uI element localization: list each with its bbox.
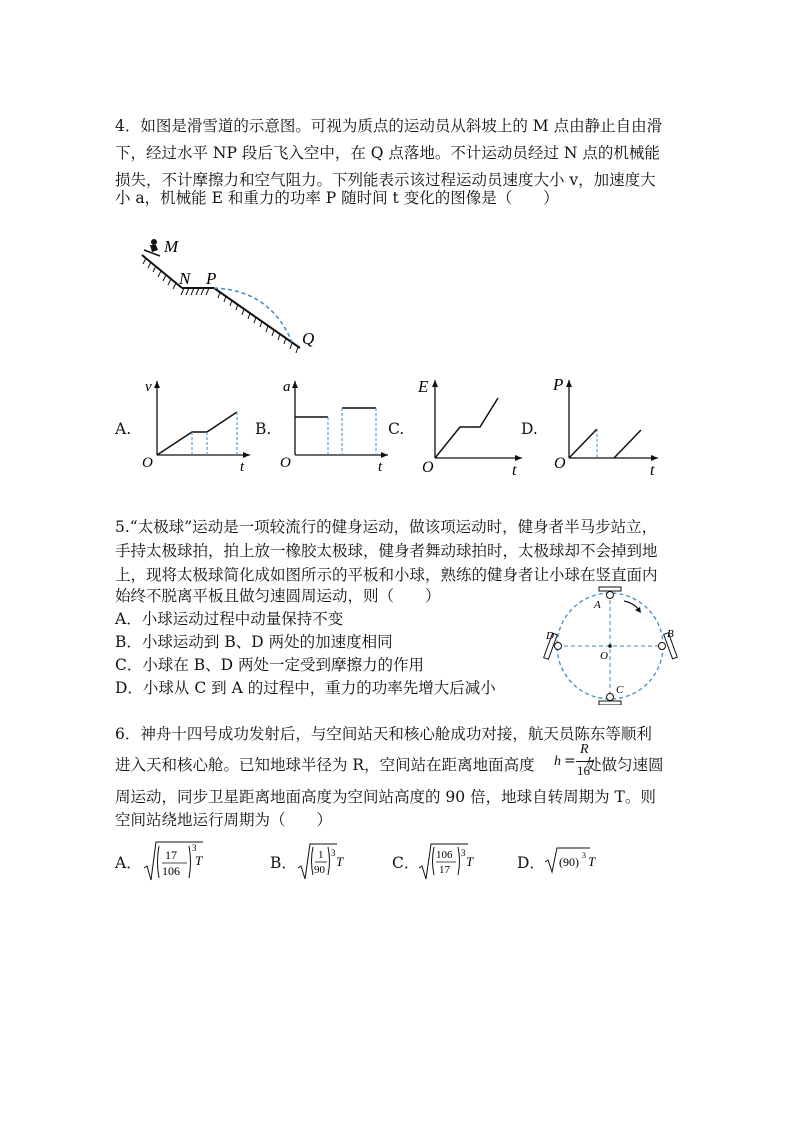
graph-d-x-label: t bbox=[650, 462, 655, 477]
q4-graph-d bbox=[548, 372, 663, 477]
graph-c-origin: O bbox=[422, 459, 434, 476]
q4-option-c-letter: C. bbox=[388, 420, 405, 438]
q6-line-1: 6．神舟十四号成功发射后，与空间站天和核心舱成功对接，航天员陈东等顺利 bbox=[115, 725, 652, 743]
q6-c-den: 17 bbox=[439, 864, 450, 876]
graph-c-y-label: E bbox=[418, 377, 429, 396]
q6-a-T: T bbox=[195, 853, 203, 868]
q4-graph-a bbox=[140, 375, 255, 475]
formula-h-den: 16 bbox=[577, 763, 590, 778]
q6-c-exp: 3 bbox=[461, 848, 466, 858]
q6-option-b-formula bbox=[297, 842, 357, 882]
graph-a-x-label: t bbox=[240, 459, 245, 475]
label-N: N bbox=[179, 269, 191, 288]
q6-option-d-formula bbox=[544, 846, 604, 876]
graph-a-origin: O bbox=[142, 455, 153, 471]
q6-option-c-letter: C． bbox=[392, 854, 420, 872]
graph-b-x-label: t bbox=[378, 459, 383, 475]
q6-option-a-letter: A． bbox=[115, 854, 142, 872]
q5-line-2: 手持太极球拍，拍上放一橡胶太极球，健身者舞动球拍时，太极球却不会掉到地 bbox=[115, 542, 658, 560]
formula-h-var: h bbox=[554, 754, 561, 769]
q5-line-4: 始终不脱离平板且做匀速圆周运动，则（ ） bbox=[115, 587, 441, 605]
label-P: P bbox=[206, 269, 217, 288]
q5-line-1: 5.“太极球”运动是一项较流行的健身运动，做该项运动时，健身者半马步站立， bbox=[115, 518, 658, 536]
q6-option-d-letter: D． bbox=[517, 854, 545, 872]
taiji-circle-diagram bbox=[538, 583, 688, 705]
q6-a-den: 106 bbox=[162, 864, 180, 878]
formula-h-eq: = bbox=[564, 753, 576, 769]
q6-line-2b: 处做匀速圆 bbox=[586, 756, 664, 774]
q5-option-d: D．小球从 C 到 A 的过程中，重力的功率先增大后减小 bbox=[115, 679, 496, 697]
circle-label-O: O bbox=[600, 650, 608, 662]
graph-b-y-label: a bbox=[283, 379, 291, 395]
q6-b-exp: 3 bbox=[331, 848, 336, 858]
skier-icon bbox=[144, 239, 160, 256]
q6-b-T: T bbox=[336, 854, 344, 869]
q6-c-T: T bbox=[466, 854, 474, 869]
q6-option-b-letter: B． bbox=[270, 854, 297, 872]
q5-line-3: 上，现将太极球简化成如图所示的平板和小球，熟练的健身者让小球在竖直面内 bbox=[115, 566, 658, 584]
q4-option-b-letter: B. bbox=[255, 420, 272, 438]
q4-line-3: 损失，不计摩擦力和空气阻力。下列能表示该过程运动员速度大小 v，加速度大 bbox=[115, 171, 656, 189]
circle-label-C: C bbox=[616, 684, 624, 696]
q6-line-3: 周运动，同步卫星距离地面高度为空间站高度的 90 倍，地球自转周期为 T。则 bbox=[115, 788, 656, 806]
graph-d-origin: O bbox=[554, 455, 566, 472]
label-Q: Q bbox=[302, 329, 315, 348]
q4-graph-b bbox=[278, 375, 393, 475]
q6-line-2a: 进入天和核心舱。已知地球半径为 R，空间站在距离地面高度 bbox=[115, 756, 535, 774]
graph-a-y-label: v bbox=[145, 379, 152, 395]
q5-option-a: A．小球运动过程中动量保持不变 bbox=[115, 610, 344, 628]
formula-h-num: R bbox=[580, 742, 589, 757]
ski-slope-diagram bbox=[130, 230, 330, 360]
q4-graph-c bbox=[412, 372, 527, 477]
q6-d-exp: 3 bbox=[582, 851, 586, 860]
q6-b-den: 90 bbox=[314, 864, 325, 876]
q4-option-d-letter: D. bbox=[521, 420, 538, 438]
circle-label-A: A bbox=[594, 599, 601, 611]
q6-b-num: 1 bbox=[318, 849, 324, 861]
q5-option-c: C．小球在 B、D 两处一定受到摩擦力的作用 bbox=[115, 656, 425, 674]
q6-line-4: 空间站绕地运行周期为（ ） bbox=[115, 811, 333, 829]
q6-c-num: 106 bbox=[436, 849, 453, 861]
q6-d-T: T bbox=[588, 854, 596, 869]
circle-label-D: D bbox=[546, 630, 554, 642]
q6-option-c-formula bbox=[418, 842, 488, 882]
graph-b-origin: O bbox=[280, 455, 291, 471]
q4-line-2: 下，经过水平 NP 段后飞入空中，在 Q 点落地。不计运动员经过 N 点的机械能 bbox=[115, 144, 660, 162]
q6-a-num: 17 bbox=[165, 848, 177, 862]
graph-d-y-label: P bbox=[553, 375, 564, 394]
q4-line-4: 小 a，机械能 E 和重力的功率 P 随时间 t 变化的图像是（ ） bbox=[115, 189, 559, 207]
q6-a-exp: 3 bbox=[192, 843, 197, 853]
q6-option-a-formula bbox=[143, 840, 213, 885]
q6-d-base: (90) bbox=[559, 855, 579, 869]
label-M: M bbox=[164, 237, 179, 256]
circle-label-B: B bbox=[667, 628, 674, 640]
q5-option-b: B．小球运动到 B、D 两处的加速度相同 bbox=[115, 633, 393, 651]
q4-line-1: 4．如图是滑雪道的示意图。可视为质点的运动员从斜坡上的 M 点由静止自由滑 bbox=[115, 117, 663, 135]
graph-c-x-label: t bbox=[512, 462, 517, 477]
q4-option-a-letter: A. bbox=[115, 420, 132, 438]
